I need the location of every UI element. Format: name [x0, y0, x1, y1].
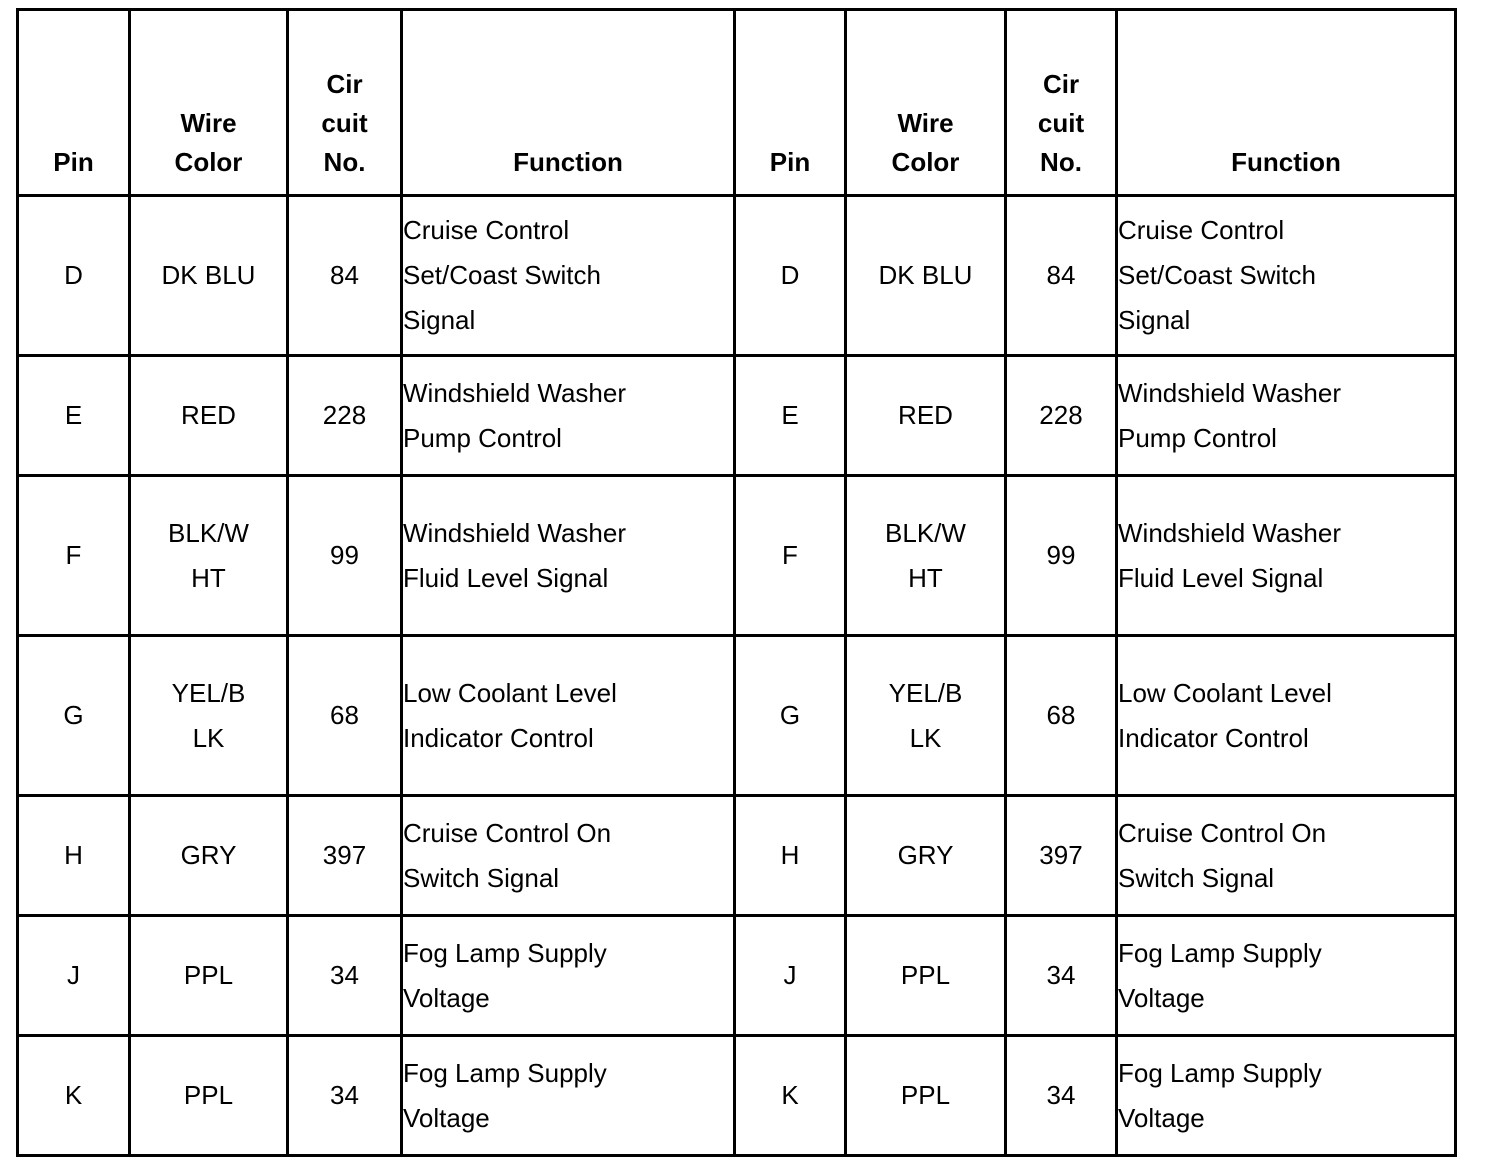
circuit-no-cell: 84 [1006, 196, 1117, 356]
wire-color-cell: PPL [846, 916, 1006, 1036]
function-cell: Cruise Control On Switch Signal [402, 796, 735, 916]
wire-color-cell: RED [130, 356, 288, 476]
wire-color-cell: PPL [130, 1036, 288, 1156]
circuit-no-cell: 34 [1006, 916, 1117, 1036]
circuit-no-cell: 68 [288, 636, 402, 796]
function-cell: Cruise Control Set/Coast Switch Signal [402, 196, 735, 356]
function-cell: Windshield Washer Fluid Level Signal [402, 476, 735, 636]
function-cell: Cruise Control On Switch Signal [1117, 796, 1456, 916]
pin-cell: G [735, 636, 846, 796]
function-cell: Windshield Washer Pump Control [402, 356, 735, 476]
table-row [18, 796, 1456, 916]
circuit-no-cell: 99 [288, 476, 402, 636]
circuit-no-cell: 34 [288, 1036, 402, 1156]
pin-cell: G [18, 636, 130, 796]
wire-color-cell: DK BLU [130, 196, 288, 356]
wire-color-cell: PPL [130, 916, 288, 1036]
header-function: Function [402, 10, 735, 196]
table-row [18, 356, 1456, 476]
wire-color-cell: GRY [130, 796, 288, 916]
table-row [18, 916, 1456, 1036]
pin-cell: D [18, 196, 130, 356]
pin-cell: E [18, 356, 130, 476]
wire-color-cell: BLK/W HT [846, 476, 1006, 636]
circuit-no-cell: 34 [1006, 1036, 1117, 1156]
pin-cell: F [18, 476, 130, 636]
function-cell: Windshield Washer Pump Control [1117, 356, 1456, 476]
circuit-no-cell: 228 [288, 356, 402, 476]
function-cell: Low Coolant Level Indicator Control [402, 636, 735, 796]
connector-pinout-table [16, 8, 1457, 1157]
header-row [18, 10, 1456, 196]
circuit-no-cell: 99 [1006, 476, 1117, 636]
wire-color-cell: GRY [846, 796, 1006, 916]
pin-cell: J [735, 916, 846, 1036]
function-cell: Cruise Control Set/Coast Switch Signal [1117, 196, 1456, 356]
header-wire-color: Wire Color [846, 10, 1006, 196]
function-cell: Fog Lamp Supply Voltage [1117, 1036, 1456, 1156]
header-pin: Pin [735, 10, 846, 196]
function-cell: Windshield Washer Fluid Level Signal [1117, 476, 1456, 636]
circuit-no-cell: 34 [288, 916, 402, 1036]
pin-cell: H [18, 796, 130, 916]
function-cell: Fog Lamp Supply Voltage [402, 916, 735, 1036]
circuit-no-cell: 397 [288, 796, 402, 916]
wire-color-cell: PPL [846, 1036, 1006, 1156]
pin-cell: E [735, 356, 846, 476]
pin-cell: J [18, 916, 130, 1036]
pin-cell: K [735, 1036, 846, 1156]
header-circuit-no: Cir cuit No. [1006, 10, 1117, 196]
table-row [18, 636, 1456, 796]
circuit-no-cell: 397 [1006, 796, 1117, 916]
table-row [18, 1036, 1456, 1156]
wire-color-cell: YEL/B LK [130, 636, 288, 796]
function-cell: Fog Lamp Supply Voltage [1117, 916, 1456, 1036]
circuit-no-cell: 228 [1006, 356, 1117, 476]
pin-cell: H [735, 796, 846, 916]
function-cell: Low Coolant Level Indicator Control [1117, 636, 1456, 796]
circuit-no-cell: 68 [1006, 636, 1117, 796]
pin-cell: K [18, 1036, 130, 1156]
header-pin: Pin [18, 10, 130, 196]
header-circuit-no: Cir cuit No. [288, 10, 402, 196]
header-wire-color: Wire Color [130, 10, 288, 196]
wire-color-cell: DK BLU [846, 196, 1006, 356]
pin-cell: D [735, 196, 846, 356]
table-row [18, 476, 1456, 636]
table-row [18, 196, 1456, 356]
function-cell: Fog Lamp Supply Voltage [402, 1036, 735, 1156]
wire-color-cell: BLK/W HT [130, 476, 288, 636]
header-function: Function [1117, 10, 1456, 196]
wire-color-cell: YEL/B LK [846, 636, 1006, 796]
circuit-no-cell: 84 [288, 196, 402, 356]
wire-color-cell: RED [846, 356, 1006, 476]
pin-cell: F [735, 476, 846, 636]
